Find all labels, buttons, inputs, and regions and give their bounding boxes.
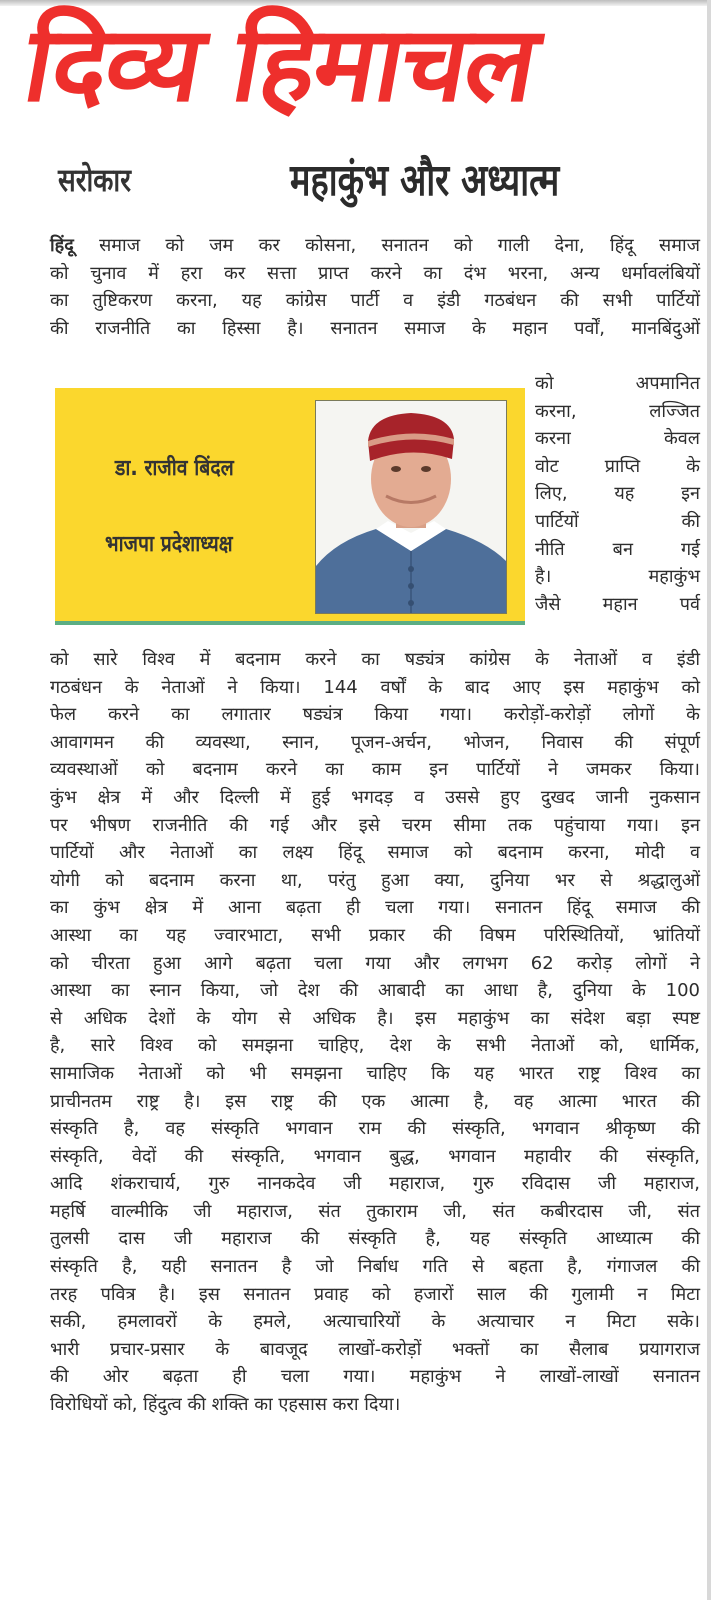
article-line: लिए, यह इन — [535, 483, 700, 505]
article-narrow-column — [535, 370, 700, 618]
article-line: महर्षि वाल्मीकि जी महाराज, संत तुकाराम जी, संत कबीरदास जी, संत — [50, 1200, 700, 1222]
article-intro — [50, 232, 700, 342]
article-line: की राजनीति का हिस्सा है। सनातन समाज के महान पर्वों, मानबिंदुओं — [50, 317, 700, 339]
article-line: गठबंधन के नेताओं ने किया। 144 वर्षों के बाद आए इस महाकुंभ को — [50, 676, 700, 698]
article-line: व्यवस्थाओं को बदनाम करने का काम इन पार्टियों ने जमकर किया। — [50, 759, 700, 781]
article-line: संस्कृति है, यही सनातन है जो निर्बाध गति से बहता है, गंगाजल की — [50, 1256, 700, 1278]
article-line: प्राचीनतम राष्ट्र है। इस राष्ट्र की एक आत्मा है, वह आत्मा भारत की — [50, 1090, 700, 1112]
right-border — [707, 0, 711, 1600]
article-line: का कुंभ क्षेत्र में आना बढ़ता ही चला गया। सनातन हिंदू समाज की — [50, 897, 700, 919]
author-box — [55, 388, 525, 625]
article-line: हिंदू समाज को जम कर कोसना, सनातन को गाली देना, हिंदू समाज — [50, 235, 700, 256]
article-line: तुलसी दास जी महाराज की संस्कृति है, यह संस्कृति आध्यात्म की — [50, 1228, 700, 1250]
article-line: को अपमानित — [535, 373, 700, 394]
article-line: को सारे विश्व में बदनाम करने का षड्यंत्र कांग्रेस के नेताओं व इंडी — [50, 649, 700, 670]
article-line: करना केवल — [535, 428, 700, 450]
article-line: तरह पवित्र है। इस सनातन प्रवाह को हजारों साल की गुलामी न मिटा — [50, 1283, 700, 1305]
article-line: है, सारे विश्व को समझना चाहिए, देश के सभी नेताओं को, धार्मिक, — [50, 1035, 700, 1057]
article-line: से अधिक देशों के योग से अधिक है। इस महाकुंभ का संदेश बड़ा स्पष्ट — [50, 1007, 700, 1029]
article-headline: महाकुंभ और अध्यात्म — [290, 155, 560, 206]
article-line: वोट प्राप्ति के — [535, 455, 700, 477]
article-line: भारी प्रचार-प्रसार के बावजूद लाखों-करोड़ों भक्तों का सैलाब प्रयागराज — [50, 1338, 700, 1360]
article-line: है। महाकुंभ — [535, 566, 700, 588]
article-line: संस्कृति, वेदों की संस्कृति, भगवान बुद्ध, भगवान महावीर की संस्कृति, — [50, 1145, 700, 1167]
article-line: संस्कृति है, वह संस्कृति भगवान राम की संस्कृति, भगवान श्रीकृष्ण की — [50, 1118, 700, 1140]
article-line: पार्टियों और नेताओं का लक्ष्य हिंदू समाज को बदनाम करना, मोदी व — [50, 842, 700, 864]
article-line: आस्था का स्नान किया, जो देश की आबादी का आधा है, दुनिया के 100 — [50, 980, 700, 1002]
article-line: को चीरता हुआ आगे बढ़ता चला गया और लगभग 62 करोड़ लोगों ने — [50, 952, 700, 974]
author-photo — [315, 400, 507, 614]
article-line: योगी को बदनाम करना था, परंतु हुआ क्या, दुनिया भर से श्रद्धालुओं — [50, 869, 700, 891]
article-line: करना, लज्जित — [535, 400, 700, 422]
article-line: सामाजिक नेताओं को भी समझना चाहिए कि यह भारत राष्ट्र विश्व का — [50, 1062, 700, 1084]
article-line: को चुनाव में हरा कर सत्ता प्राप्त करने का दंभ भरना, अन्य धर्मावलंबियों — [50, 262, 700, 284]
article-line: आवागमन की व्यवस्था, स्नान, पूजन-अर्चन, भोजन, निवास की संपूर्ण — [50, 731, 700, 753]
article-line: सकी, हमलावरों के हमले, अत्याचारियों के अत्याचार न मिटा सके। — [50, 1311, 700, 1333]
article-line: कुंभ क्षेत्र में और दिल्ली में हुई भगदड़ व उससे हुए दुखद जानी नुकसान — [50, 786, 700, 808]
article-line: की ओर बढ़ता ही चला गया। महाकुंभ ने लाखों-लाखों सनातन — [50, 1366, 700, 1388]
article-line: का तुष्टिकरण करना, यह कांग्रेस पार्टी व इंडी गठबंधन की सभी पार्टियों — [50, 290, 700, 312]
article-line: आदि शंकराचार्य, गुरु नानकदेव जी महाराज, गुरु रविदास जी महाराज, — [50, 1173, 700, 1195]
author-name: डा. राजीव बिंदल — [115, 456, 234, 481]
portrait-image — [316, 401, 506, 613]
article-body — [50, 646, 700, 1419]
article-line: पार्टियों की — [535, 510, 700, 532]
article-line: फेल करने का लगातार षड्यंत्र किया गया। करोड़ों-करोड़ों लोगों के — [50, 704, 700, 726]
newspaper-masthead: दिव्य हिमाचल — [15, 3, 546, 125]
lead-word: हिंदू — [50, 235, 74, 256]
article-line: विरोधियों को, हिंदुत्व की शक्ति का एहसास करा दिया। — [50, 1394, 401, 1416]
article-line: आस्था का यह ज्वारभाटा, सभी प्रकार की विषम परिस्थितियों, भ्रांतियों — [50, 924, 700, 946]
author-role: भाजपा प्रदेशाध्यक्ष — [105, 532, 233, 557]
column-label: सरोकार — [58, 161, 131, 199]
article-line: जैसे महान पर्व — [535, 593, 700, 615]
article-line: नीति बन गई — [535, 538, 700, 560]
article-line: पर भीषण राजनीति की गई और इसे चरम सीमा तक पहुंचाया गया। इन — [50, 814, 700, 836]
